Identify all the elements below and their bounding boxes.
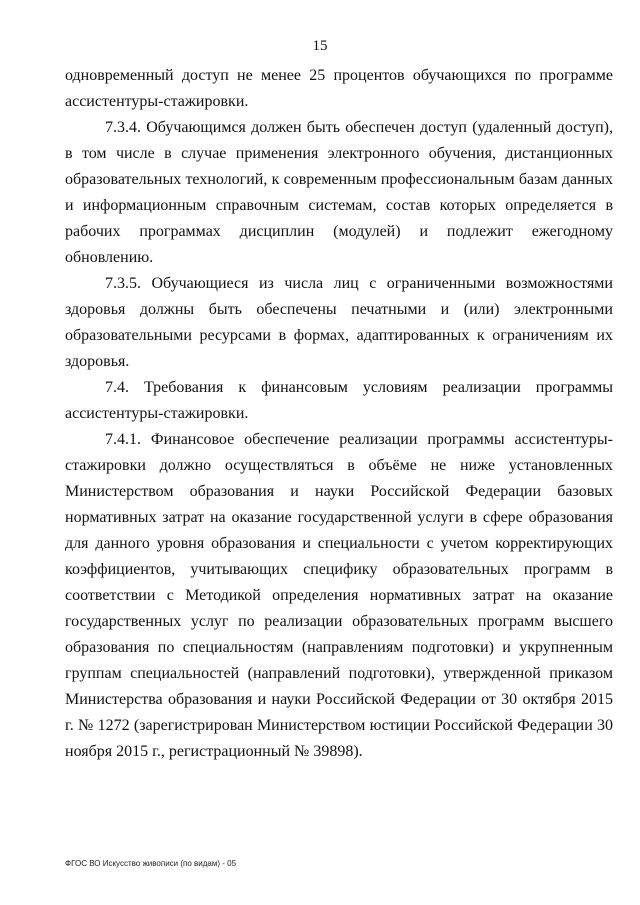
paragraph-7-3-5: 7.3.5. Обучающиеся из числа лиц с ограниченными возможностями здоровья должны быть обеспечены печатными и (или) электронными образовательными ресурсами в формах, адаптированных к ограничениям их здоровья.	[65, 275, 613, 370]
paragraph-continuation: одновременный доступ не менее 25 процентов обучающихся по программе ассистентуры-стажировки.	[65, 67, 613, 110]
page-footer: ФГОС ВО Искусство живописи (по видам) - 05	[65, 859, 237, 868]
page-body	[65, 63, 613, 765]
page-number: 15	[312, 38, 328, 54]
paragraph-7-3-4: 7.3.4. Обучающимся должен быть обеспечен доступ (удаленный доступ), в том числе в случае применения электронного обучения, дистанционных образовательных технологий, к современным профессиональным базам данных и информационным справочным системам, состав которых определяется в рабочих программах дисциплин (модулей) и подлежит ежегодному обновлению.	[65, 119, 613, 266]
paragraph-7-4-1: 7.4.1. Финансовое обеспечение реализации программы ассистентуры-стажировки должно осуществляться в объёме не ниже установленных Министерством образования и науки Российской Федерации базовых нормативных затрат на оказание государственной услуги в сфере образования для данного уровня образования и специальности с учетом корректирующих коэффициентов, учитывающих специфику образовательных программ в соответствии с Методикой определения нормативных затрат на оказание государственных услуг по реализации образовательных программ высшего образования по специальностям (направлениям подготовки) и укрупненным группам специальностей (направлений подготовки), утвержденной приказом Министерства образования и науки Российской Федерации от 30 октября 2015 г. № 1272 (зарегистрирован Министерством юстиции Российской Федерации 30 ноября 2015 г., регистрационный № 39898).	[65, 431, 613, 760]
paragraph-7-4: 7.4. Требования к финансовым условиям реализации программы ассистентуры-стажировки.	[65, 379, 613, 422]
